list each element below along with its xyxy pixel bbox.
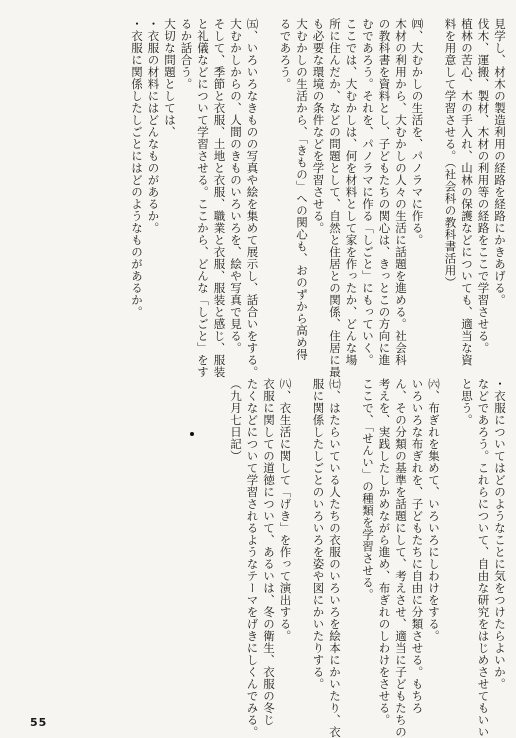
text-line: ㈣、大むかしの生活を、パノラマに作る。 xyxy=(410,18,425,246)
text-line: そして、季節と衣服、土地と衣服、職業と衣服、服装と感じ、服装 xyxy=(212,18,227,378)
text-line: も必要な環境の条件などを学習させる。 xyxy=(311,18,326,234)
text-line: 考えを、実践したしかめながら進め、布ぎれのしわけをさせる。 xyxy=(377,378,392,726)
text-line: 木材の利用から、大むかしの人々の生活に話題を進める。社会科 xyxy=(394,18,408,366)
text-line: ここでは、大むかしは、何を材料として家を作ったか、どんな場 xyxy=(344,18,359,366)
text-line: るであろう。 xyxy=(278,18,293,90)
text-line xyxy=(442,378,459,718)
ink-dot xyxy=(190,432,194,436)
text-line xyxy=(294,378,311,718)
text-line: ・衣服に関係したしごとにはどのようなものがあるか。 xyxy=(130,18,144,318)
text-line: ここで、「せんい」の種類を学習させる。 xyxy=(361,378,375,601)
text-line: と礼儀などについて学習させる。ここから、どんな「しごと」をす xyxy=(196,18,210,378)
text-line: ・衣服についてはどのようなことに気をつけたらよいか。 xyxy=(493,378,507,690)
text-line: 大むかしからの、人間のきものいろいろを、絵や写真で見る。 xyxy=(229,18,243,354)
text-line: 所に住んだか、などの問題として、自然と住居との関係、住居に最 xyxy=(328,18,342,378)
text-line: ㈥、布ぎれを集めて、いろいろにしわけをする。 xyxy=(427,378,441,642)
text-line: の教科書を資料とし、子どもたちの関心は、きっとこの方向に進 xyxy=(377,18,392,366)
text-line: むであろう。それを、パノラマに作る「しごと」にもっていく。 xyxy=(361,18,375,366)
text-line: などであろう。これらについて、自由な研究をはじめさせてもいい xyxy=(476,378,491,738)
text-line: 大むかしの生活から、「きもの」への関心も、おのずから高め得 xyxy=(295,18,309,361)
text-line: と思う。 xyxy=(460,378,474,426)
text-line xyxy=(343,378,360,718)
text-line: ㈦、はたらいている人たちの衣服のいろいろを絵本にかいたり、衣 xyxy=(328,378,342,738)
text-line: るか話合う。 xyxy=(179,18,194,90)
upper-text-block xyxy=(129,18,509,378)
lower-text-block xyxy=(228,378,509,738)
text-line: ㈧、衣生活に関して「げき」を作って演出する。 xyxy=(278,378,293,642)
text-line: ㈤、いろいろなきものの写真や絵を集めて展示し、話合いをする。 xyxy=(245,18,260,378)
text-line: ん、その分類の基準を話題にして、考えさせ、適当に子どもたちの xyxy=(394,378,408,738)
page-number: 55 xyxy=(30,716,48,729)
text-line: たくなどについて学習されるようなテーマをげきにしくんでみる。 xyxy=(245,378,260,738)
text-line xyxy=(261,18,278,358)
text-line: 服に関係したしごとのいろいろを姿や図にかいたりする。 xyxy=(311,378,326,690)
text-line xyxy=(426,18,443,358)
text-line: 大切な問題としては、 xyxy=(163,18,177,138)
text-line: ・衣服の材料にはどんなものがあるか。 xyxy=(146,18,161,234)
text-line: いろいろな布ぎれを、子どもたちに自由に分類させる。もちろ xyxy=(410,378,425,714)
text-line: 料を用意して学習させる。（社会科の教科書活用） xyxy=(443,18,458,289)
text-line: （九月七日記） xyxy=(229,378,243,462)
text-line: 衣服に関しての道徳について、あるいは、冬の衛生、衣服の冬じ xyxy=(262,378,276,726)
text-line: 見学し、材木の製造利用の経路を経路にかきあげる。 xyxy=(493,18,507,306)
text-line: 植林の苦心、木の手入れ、山林の保護などについても、適当な資 xyxy=(460,18,474,366)
text-line: 伐木、運搬、製材、木材の利用等の経路をここで学習させる。 xyxy=(476,18,491,354)
